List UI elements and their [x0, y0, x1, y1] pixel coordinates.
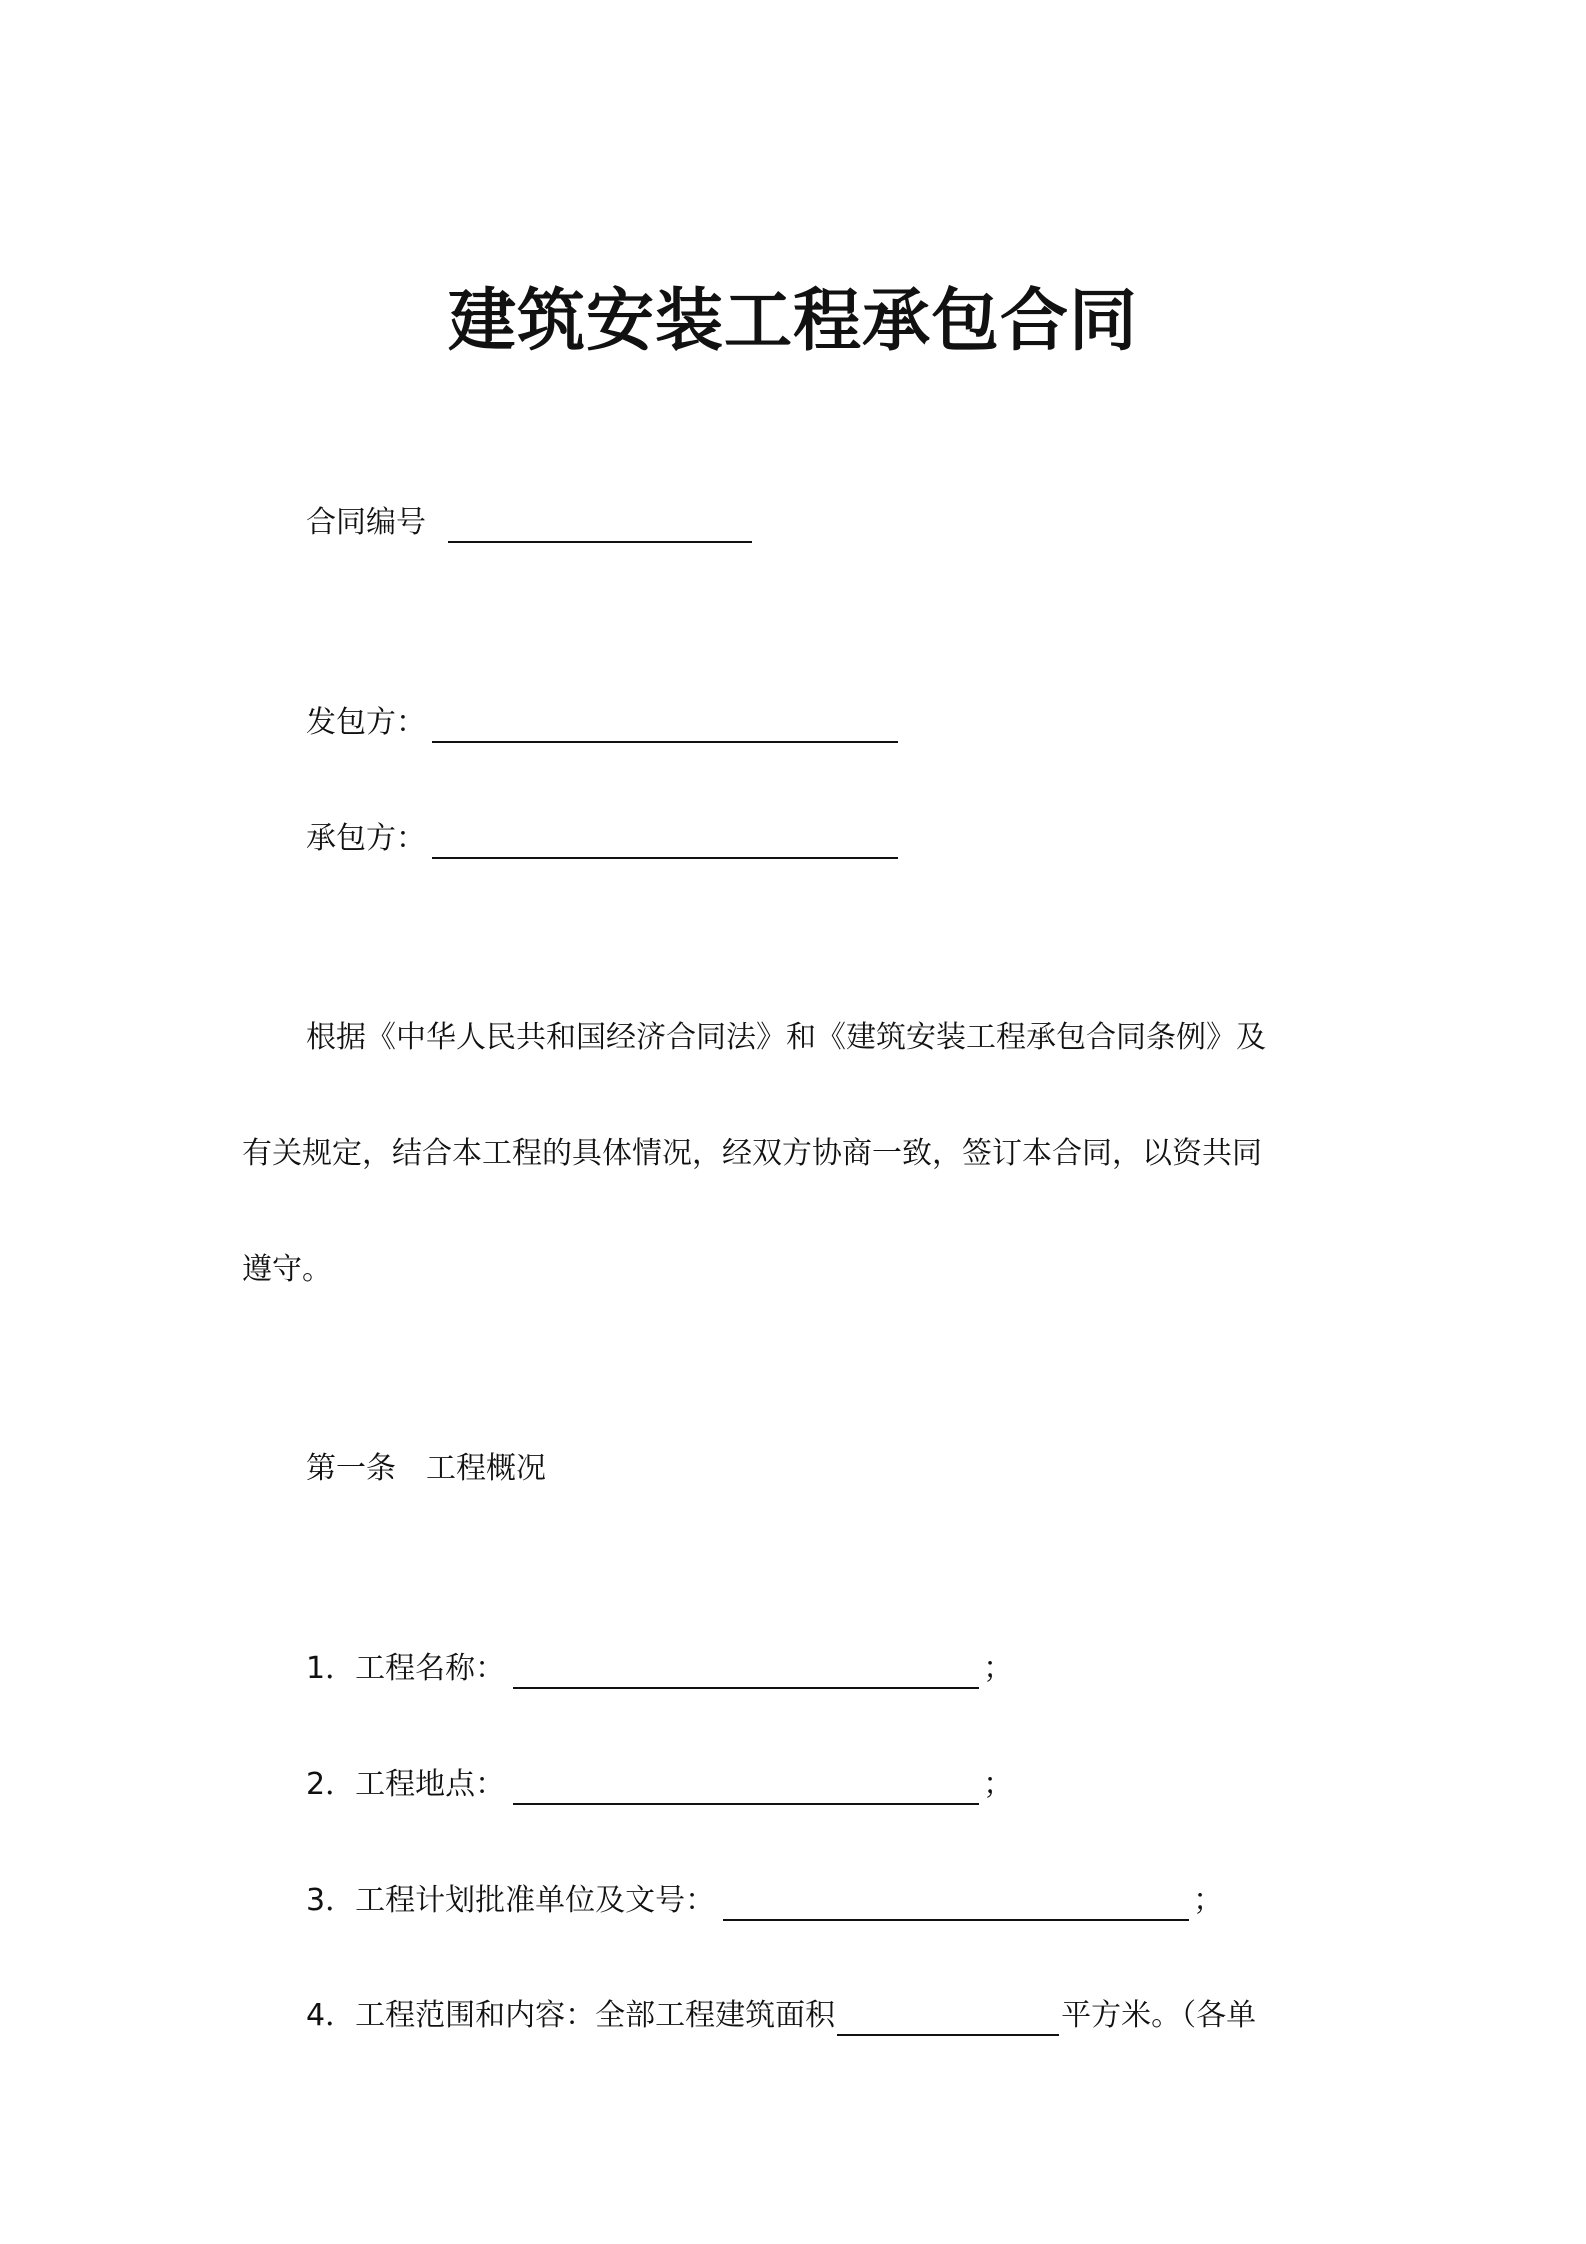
article-1-heading: 第一条 工程概况 — [306, 1451, 546, 1486]
item-2-label: 2．工程地点： — [306, 1767, 506, 1802]
contract-number-blank — [448, 507, 752, 543]
intro-line-3: 遵守。 — [242, 1252, 332, 1287]
intro-line-1: 根据《中华人民共和国经济合同法》和《建筑安装工程承包合同条例》及 — [306, 1020, 1266, 1055]
item-2-row — [306, 1765, 1013, 1805]
item-4-label-a: 4．工程范围和内容：全部工程建筑面积 — [306, 1998, 836, 2033]
item-1-row — [306, 1649, 1013, 1689]
item-4-row — [306, 1996, 1256, 2036]
party-b-row — [306, 819, 898, 859]
intro-line-2: 有关规定，结合本工程的具体情况，经双方协商一致，签订本合同，以资共同 — [242, 1136, 1262, 1171]
item-3-label: 3．工程计划批准单位及文号： — [306, 1883, 716, 1918]
party-a-blank — [432, 707, 898, 743]
item-1-semicolon: ； — [983, 1651, 1014, 1686]
item-2-semicolon: ； — [983, 1767, 1014, 1802]
item-3-row — [306, 1881, 1223, 1921]
item-3-semicolon: ； — [1193, 1883, 1224, 1918]
party-a-label: 发包方： — [306, 705, 426, 740]
party-a-row — [306, 703, 898, 743]
item-2-blank — [513, 1769, 979, 1805]
item-1-label: 1．工程名称： — [306, 1651, 506, 1686]
contract-number-label: 合同编号 — [306, 505, 426, 540]
contract-number-row — [306, 503, 752, 543]
item-4-label-b: 平方米。（各单 — [1061, 1998, 1257, 2033]
item-4-area-blank — [837, 2000, 1059, 2036]
party-b-blank — [432, 823, 898, 859]
item-1-blank — [513, 1653, 979, 1689]
party-b-label: 承包方： — [306, 821, 426, 856]
item-3-blank — [723, 1885, 1189, 1921]
document-title: 建筑安装工程承包合同 — [447, 282, 1138, 361]
